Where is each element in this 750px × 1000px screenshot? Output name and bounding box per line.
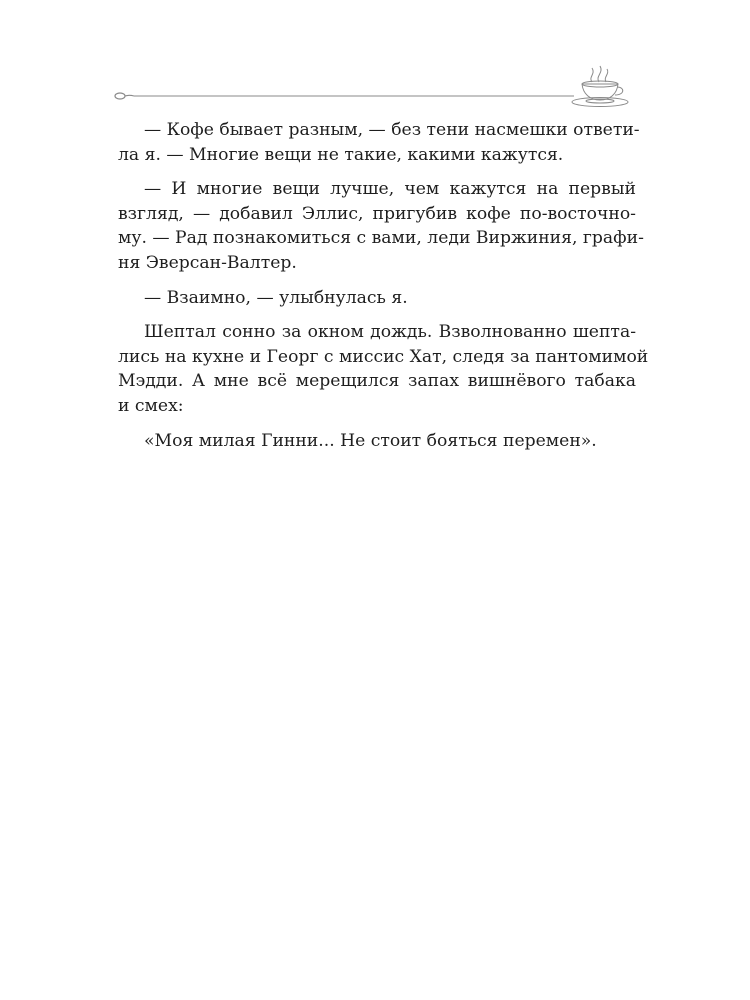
spoon-icon (115, 93, 134, 99)
paragraph-3 (118, 286, 636, 311)
text-line: — Взаимно, — улыбнулась я. (144, 287, 408, 308)
text-line: «Моя милая Гинни... Не стоит бояться перемен». (144, 430, 597, 451)
text-line: му. — Рад познакомиться с вами, леди Виржиния, графи- (118, 228, 644, 249)
ornament-rule (112, 64, 632, 108)
text-line: ня Эверсан-Валтер. (118, 252, 297, 273)
paragraph-4 (118, 320, 649, 418)
coffee-cup-icon (572, 66, 628, 107)
text-line: и смех: (118, 395, 184, 416)
text-line: лись на кухне и Георг с миссис Хат, следя за пантомимой (118, 346, 649, 367)
paragraph-5 (118, 429, 636, 454)
header-ornament (112, 64, 632, 108)
paragraph-1 (118, 118, 640, 167)
text-line: ла я. — Многие вещи не такие, какими кажутся. (118, 144, 564, 165)
text-line: — И многие вещи лучше, чем кажутся на первый (144, 179, 636, 200)
text-line: взгляд, — добавил Эллис, пригубив кофе по-восточно- (118, 203, 636, 224)
text-line: Шептал сонно за окном дождь. Взволнованно шепта- (144, 322, 636, 343)
page-body (118, 118, 649, 463)
paragraph-2 (118, 177, 644, 275)
text-line: — Кофе бывает разным, — без тени насмешки ответи- (144, 120, 640, 140)
text-line: Мэдди. А мне всё мерещился запах вишнёвого табака (118, 371, 636, 392)
